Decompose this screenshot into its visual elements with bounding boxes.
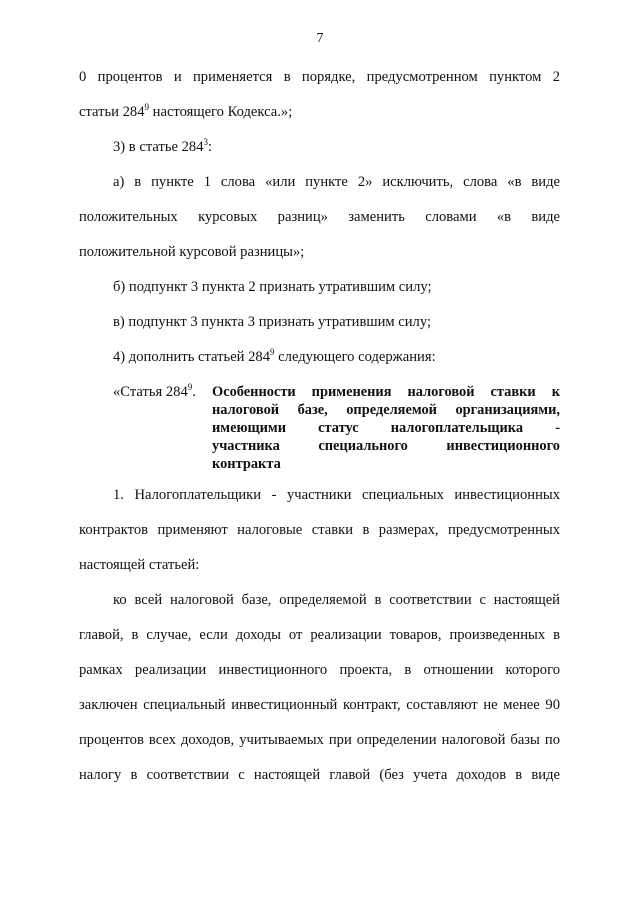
text-line: контрактов применяют налоговые ставки в размерах, предусмотренных [79, 522, 560, 538]
article-title-line: налоговой базе, определяемой организациями, [212, 402, 560, 418]
text-line: рамках реализации инвестиционного проекта, в отношении которого [79, 662, 560, 678]
page-number: 7 [316, 31, 324, 46]
article-label: «Статья $284^9$. [113, 382, 196, 400]
text-line: главой, в случае, если доходы от реализации товаров, произведенных в [79, 627, 560, 643]
text-line: положительных курсовых разниц» заменить словами «в виде [79, 209, 560, 225]
text-line: 4) дополнить статьей $284^9$ следующего содержания: [113, 347, 436, 365]
text-line: а) в пункте 1 слова «или пункте 2» исключить, слова «в виде [113, 174, 560, 190]
article-title-line: Особенности применения налоговой ставки к [212, 384, 560, 400]
text-line: 3) в статье $284^3$: [113, 137, 213, 155]
article-title-line: участника специального инвестиционного [212, 438, 560, 454]
text-line: в) подпункт 3 пункта 3 признать утратившим силу; [113, 314, 431, 330]
text-line: статьи $284^9$ настоящего Кодекса.»; [79, 102, 293, 120]
text-line: ко всей налоговой базе, определяемой в соответствии с настоящей [113, 592, 560, 608]
text-line: 0 процентов и применяется в порядке, предусмотренном пунктом 2 [79, 69, 560, 85]
text-line: б) подпункт 3 пункта 2 признать утратившим силу; [113, 279, 432, 295]
text-line: процентов всех доходов, учитываемых при определении налоговой базы по [79, 732, 560, 748]
text-line: 1. Налогоплательщики - участники специальных инвестиционных [113, 487, 560, 503]
article-title-line: контракта [212, 456, 281, 472]
article-title-line: имеющими статус налогоплательщика - [212, 420, 560, 436]
text-line: настоящей статьей: [79, 557, 200, 573]
text-line: заключен специальный инвестиционный контракт, составляют не менее 90 [79, 697, 560, 713]
text-line: положительной курсовой разницы»; [79, 244, 305, 260]
text-line: налогу в соответствии с настоящей главой (без учета доходов в виде [79, 767, 560, 783]
